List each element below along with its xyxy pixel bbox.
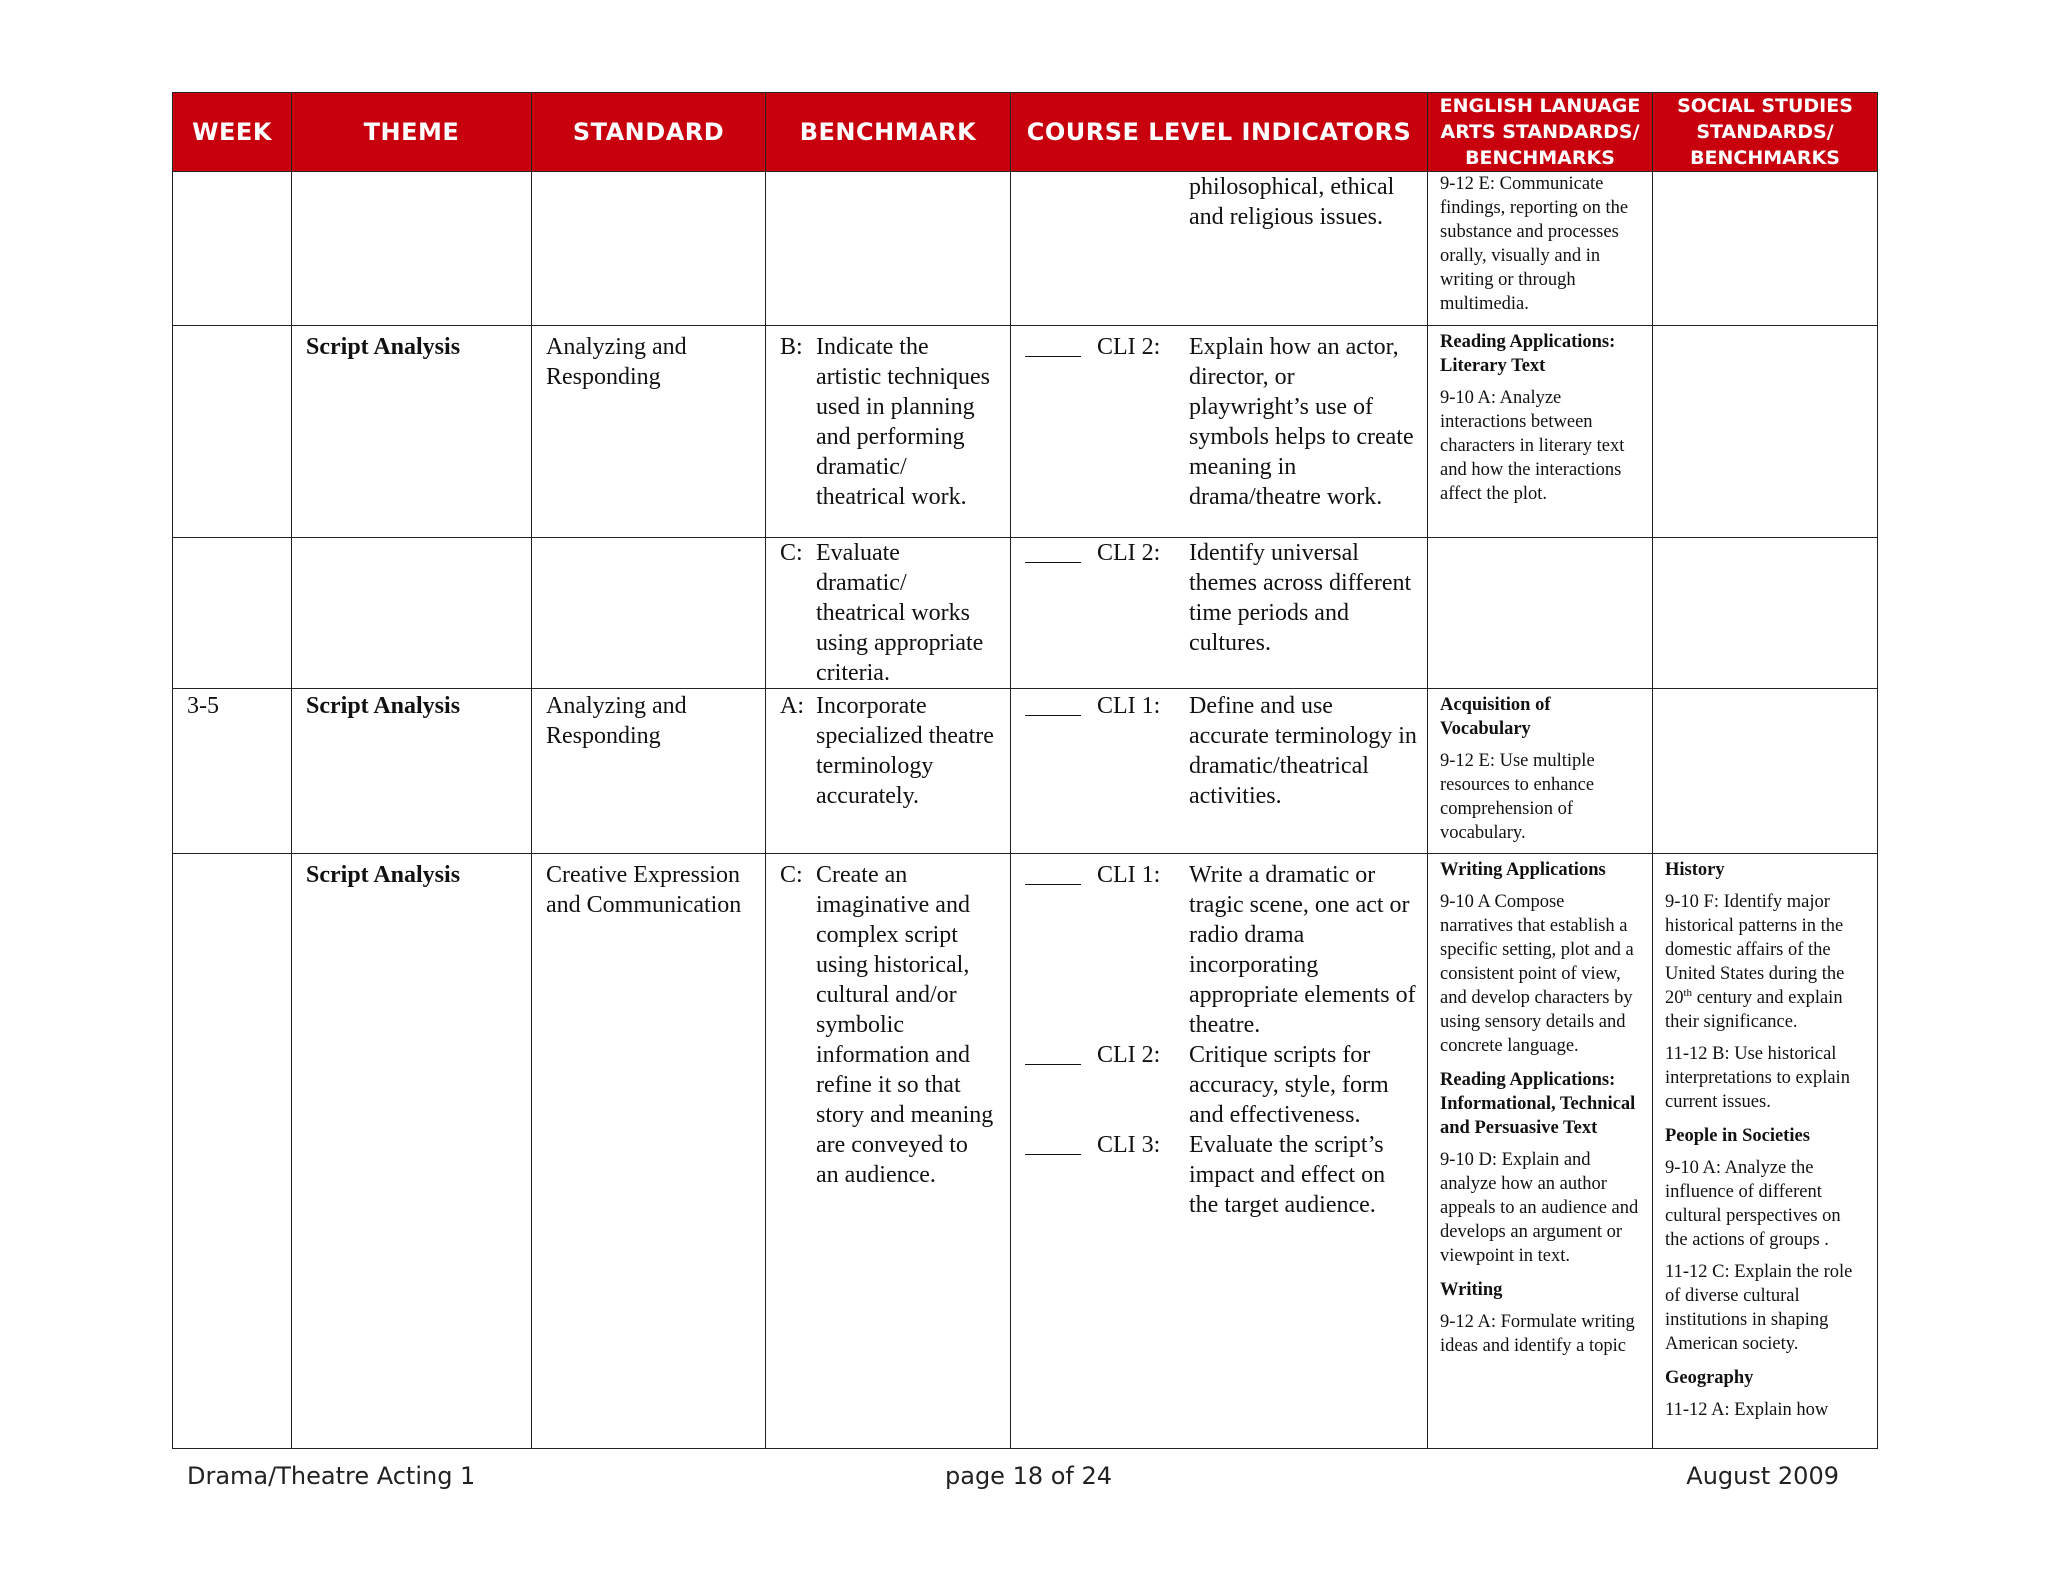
benchmark <box>766 689 1010 811</box>
header-theme: THEME <box>292 93 532 172</box>
cli-text: Evaluate the script’s impact and effect on the target audience. <box>1189 1132 1386 1218</box>
cli-code: CLI 2: <box>1097 1042 1161 1068</box>
table-row <box>173 538 1878 689</box>
ela-text: 9-10 D: Explain and analyze how an author appeals to an audience and develops an argument or viewpoint in text. <box>1440 1150 1639 1266</box>
cli-text: Identify universal themes across different time periods and cultures. <box>1189 540 1412 656</box>
cli-item <box>1025 1130 1417 1220</box>
ss-text: 11-12 B: Use historical interpretations to explain current issues. <box>1665 1044 1850 1112</box>
benchmark-text: Indicate the artistic techniques used in planning and performing dramatic/ theatrical work. <box>816 334 990 510</box>
ss-text: 11-12 C: Explain the role of diverse cultural institutions in shaping American society. <box>1665 1262 1853 1354</box>
ela-heading: Writing <box>1440 1280 1503 1300</box>
ss-heading: History <box>1665 860 1725 880</box>
cli-item <box>1025 691 1417 811</box>
cli-text: Define and use accurate terminology in dramatic/theatrical activities. <box>1189 693 1417 809</box>
benchmark <box>766 326 1010 512</box>
ela-heading: Reading Applications: Literary Text <box>1440 332 1616 376</box>
cli-text: Explain how an actor, director, or playwright’s use of symbols helps to create meaning in drama/theatre work. <box>1189 334 1414 510</box>
header-standard: STANDARD <box>532 93 766 172</box>
cli-text: Critique scripts for accuracy, style, form and effectiveness. <box>1189 1042 1389 1128</box>
ss-heading: People in Societies <box>1665 1126 1810 1146</box>
benchmark-text: Incorporate specialized theatre terminology accurately. <box>816 693 994 809</box>
benchmark <box>766 854 1010 1190</box>
benchmark-text: Evaluate dramatic/ theatrical works using appropriate criteria. <box>816 540 984 686</box>
cli-item <box>1025 860 1417 1040</box>
ela-text: 9-12 E: Use multiple resources to enhance comprehension of vocabulary. <box>1440 751 1595 843</box>
ela-text: 9-10 A Compose narratives that establish a specific setting, plot and a consistent point of view, and develop characters by using sensory details and concrete language. <box>1440 892 1634 1056</box>
footer-course-title: Drama/Theatre Acting 1 <box>187 1462 476 1490</box>
benchmark-letter: C: <box>780 862 803 888</box>
header-ss: SOCIAL STUDIES STANDARDS/ BENCHMARKS <box>1653 93 1878 172</box>
cli-code: CLI 1: <box>1097 693 1161 719</box>
table-row <box>173 689 1878 854</box>
ss-text: 9-10 A: Analyze the influence of different cultural perspectives on the actions of groups . <box>1665 1158 1841 1250</box>
benchmark-text: Create an imaginative and complex script using historical, cultural and/or symbolic information and refine it so that story and meaning are conveyed to an audience. <box>816 862 994 1188</box>
footer-date: August 2009 <box>1686 1462 1839 1490</box>
standard-text: Analyzing and Responding <box>546 693 687 749</box>
benchmark <box>766 538 1010 688</box>
cli-code: CLI 2: <box>1097 334 1161 360</box>
ss-heading: Geography <box>1665 1368 1754 1388</box>
check-blank <box>1025 334 1081 357</box>
standard-text: Creative Expression and Communication <box>546 862 742 918</box>
check-blank <box>1025 1132 1081 1155</box>
cli-code: CLI 2: <box>1097 540 1161 566</box>
check-blank <box>1025 540 1081 563</box>
check-blank <box>1025 862 1081 885</box>
table-row <box>173 326 1878 538</box>
table-row <box>173 172 1878 326</box>
theme-text: Script Analysis <box>306 334 461 360</box>
check-blank <box>1025 1042 1081 1065</box>
cli-item <box>1025 332 1417 512</box>
ss-text: 11-12 A: Explain how <box>1665 1400 1829 1420</box>
table-row <box>173 854 1878 1449</box>
cli-item <box>1025 538 1417 658</box>
ela-heading: Writing Applications <box>1440 860 1606 880</box>
cli-text: philosophical, ethical and religious issues. <box>1189 174 1395 230</box>
ela-text: 9-10 A: Analyze interactions between characters in literary text and how the interactions affect the plot. <box>1440 388 1625 504</box>
week-text: 3-5 <box>187 693 219 719</box>
benchmark-letter: A: <box>780 693 804 719</box>
ela-text: 9-12 E: Communicate findings, reporting on the substance and processes orally, visually and in writing or through multimedia. <box>1440 174 1629 314</box>
cli-item <box>1025 1040 1417 1130</box>
header-week: WEEK <box>173 93 292 172</box>
benchmark-letter: C: <box>780 540 803 566</box>
standard-text: Analyzing and Responding <box>546 334 687 390</box>
footer-page-number: page 18 of 24 <box>945 1462 1113 1490</box>
check-blank <box>1025 693 1081 716</box>
benchmark-letter: B: <box>780 334 803 360</box>
theme-text: Script Analysis <box>306 693 461 719</box>
cli-text: Write a dramatic or tragic scene, one act or radio drama incorporating appropriate elements of theatre. <box>1189 862 1416 1038</box>
cli-code: CLI 3: <box>1097 1132 1161 1158</box>
curriculum-table <box>172 92 1878 1449</box>
ela-heading: Acquisition of Vocabulary <box>1440 695 1551 739</box>
ss-text: 9-10 F: Identify major historical patterns in the domestic affairs of the United States during the 20th century and explain their significance. <box>1665 892 1845 1032</box>
ela-text: 9-12 A: Formulate writing ideas and identify a topic <box>1440 1312 1635 1356</box>
ela-heading: Reading Applications: Informational, Technical and Persuasive Text <box>1440 1070 1636 1138</box>
header-cli: COURSE LEVEL INDICATORS <box>1011 93 1428 172</box>
header-ela: ENGLISH LANUAGE ARTS STANDARDS/ BENCHMARKS <box>1428 93 1653 172</box>
theme-text: Script Analysis <box>306 862 461 888</box>
cli-code: CLI 1: <box>1097 862 1161 888</box>
header-row <box>173 93 1878 172</box>
header-benchmark: BENCHMARK <box>766 93 1011 172</box>
